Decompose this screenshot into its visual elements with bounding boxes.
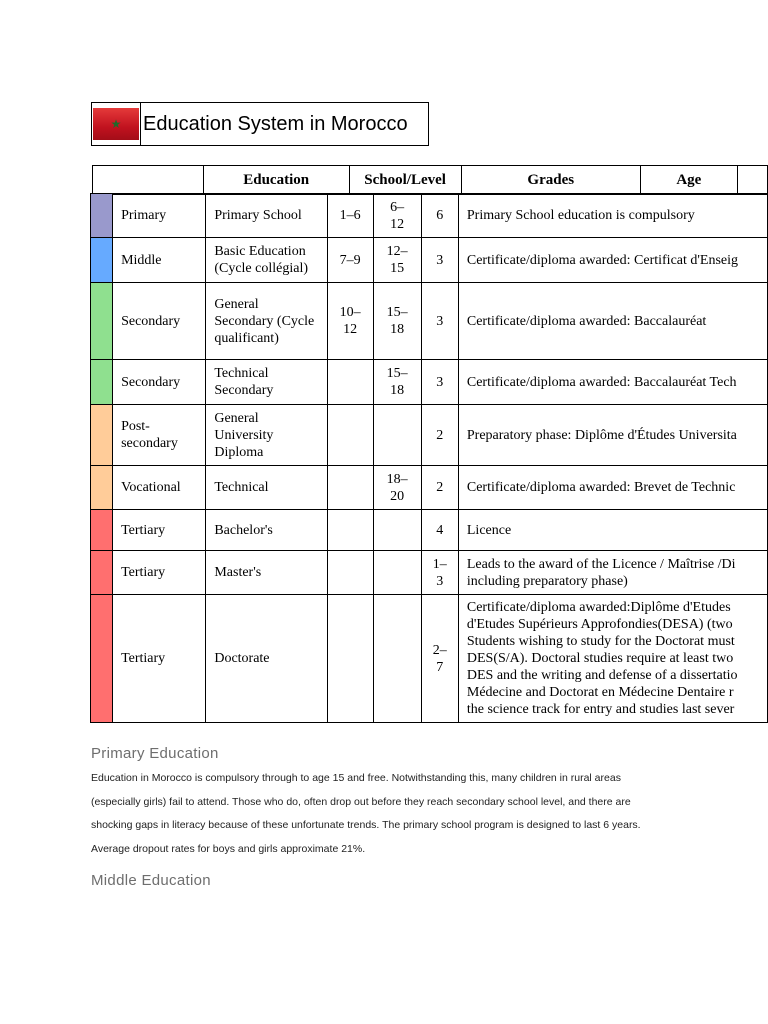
years-cell-line: 7	[436, 659, 444, 675]
notes-cell	[458, 283, 767, 360]
level-cell-line: Tertiary	[121, 651, 166, 666]
notes-cell	[458, 595, 767, 723]
table-row	[91, 510, 768, 551]
notes-cell-line: Licence	[466, 522, 512, 538]
paragraph-line: Education in Morocco is compulsory through to age 15 and free. Notwithstanding this, many children in rural areas	[91, 772, 621, 784]
level-color-swatch	[91, 466, 113, 510]
notes-cell-line: Médecine and Doctorat en Médecine Dentaire r	[466, 685, 734, 700]
age-cell	[373, 466, 421, 510]
notes-cell-line: the science track for entry and studies last sever	[466, 702, 735, 717]
level-cell	[113, 510, 206, 551]
grades-cell-line: 1–6	[339, 208, 361, 223]
notes-cell-line: Certificate/diploma awarded: Baccalauréat Tech	[466, 374, 737, 390]
level-cell-line: Post-secondary	[121, 419, 178, 451]
notes-cell-line: Certificate/diploma awarded: Certificat d'Enseig	[466, 252, 739, 268]
grades-cell	[327, 510, 373, 551]
header-education: Education	[203, 166, 349, 195]
title-box	[91, 102, 429, 146]
years-cell-line: 1–	[432, 556, 447, 572]
age-cell	[373, 595, 421, 723]
grades-cell	[327, 360, 373, 405]
school-cell-line: Master's	[214, 565, 262, 580]
age-cell-line: 15–	[386, 366, 408, 381]
notes-cell-line: d'Etudes Supérieurs Approfondies(DESA) (two	[466, 617, 733, 632]
paragraph-line: shocking gaps in literacy because of these unfortunate trends. The primary school program is designed to last 6 years.	[91, 819, 641, 831]
morocco-flag-icon: ★	[93, 108, 139, 140]
school-cell-line: General University Diploma	[214, 410, 274, 460]
flag-cell	[92, 103, 141, 145]
age-cell-line: 15–	[386, 305, 408, 320]
level-cell-line: Middle	[121, 252, 162, 268]
level-cell	[113, 360, 206, 405]
level-cell-line: Vocational	[121, 480, 181, 495]
table-row	[91, 194, 768, 238]
school-cell-line: Bachelor's	[214, 522, 273, 538]
paragraph-line: (especially girls) fail to attend. Those who do, often drop out before they reach secondary school level, and there are	[91, 795, 631, 808]
age-cell	[373, 194, 421, 238]
school-cell-line: Technical	[214, 480, 269, 495]
level-cell-line: Primary	[121, 208, 167, 223]
paragraph-line: Average dropout rates for boys and girls approximate 21%.	[91, 842, 366, 855]
level-cell	[113, 551, 206, 595]
school-cell	[206, 466, 327, 510]
years-cell	[421, 283, 458, 360]
notes-cell-line: Students wishing to study for the Doctorat must	[466, 634, 735, 649]
age-cell	[373, 510, 421, 551]
level-cell	[113, 238, 206, 283]
school-cell-line: Basic Education (Cycle collégial)	[214, 244, 309, 276]
header-blank	[93, 166, 204, 195]
level-color-swatch	[91, 283, 113, 360]
table-row	[91, 238, 768, 283]
grades-cell	[327, 466, 373, 510]
notes-cell	[458, 405, 767, 466]
level-color-swatch	[91, 360, 113, 405]
table-row	[91, 405, 768, 466]
level-color-swatch	[91, 595, 113, 723]
notes-cell	[458, 238, 767, 283]
header-extra	[737, 166, 767, 195]
level-cell-line: Tertiary	[121, 565, 166, 580]
years-cell	[421, 194, 458, 238]
school-cell	[206, 551, 327, 595]
years-cell-line: 3	[436, 374, 444, 390]
header-age: Age	[640, 166, 737, 195]
level-color-swatch	[91, 510, 113, 551]
grades-cell	[327, 405, 373, 466]
level-cell	[113, 405, 206, 466]
education-table	[90, 193, 768, 723]
level-cell-line: Secondary	[121, 374, 181, 390]
notes-cell	[458, 510, 767, 551]
school-cell-line: Primary School	[214, 208, 302, 223]
school-cell-line: General Secondary (Cycle qualificant)	[214, 296, 315, 346]
notes-cell-line: DES and the writing and defense of a dissertatio	[466, 668, 738, 683]
age-cell-line: 12	[390, 216, 405, 232]
table-row	[91, 360, 768, 405]
age-cell-line: 18	[390, 322, 405, 337]
age-cell-line: 20	[390, 488, 405, 504]
age-cell	[373, 405, 421, 466]
age-cell	[373, 238, 421, 283]
school-cell	[206, 360, 327, 405]
years-cell	[421, 238, 458, 283]
years-cell	[421, 595, 458, 723]
level-cell	[113, 194, 206, 238]
table-row	[91, 595, 768, 723]
grades-cell	[327, 283, 373, 360]
level-color-swatch	[91, 194, 113, 238]
section-title-primary: Primary Education	[91, 745, 219, 762]
school-cell	[206, 238, 327, 283]
age-cell	[373, 551, 421, 595]
notes-cell-line: Certificate/diploma awarded:Diplôme d'Etudes	[466, 600, 731, 615]
grades-cell-line: 10–	[339, 305, 361, 320]
notes-cell-line: DES(S/A). Doctoral studies require at least two	[466, 651, 734, 666]
years-cell	[421, 360, 458, 405]
years-cell-line: 2–	[432, 642, 447, 658]
years-cell-line: 3	[436, 313, 444, 329]
notes-cell-line: including preparatory phase)	[466, 573, 628, 589]
notes-cell-line: Certificate/diploma awarded: Baccalauréat	[466, 313, 707, 329]
grades-cell	[327, 238, 373, 283]
years-cell	[421, 551, 458, 595]
table-row	[91, 466, 768, 510]
years-cell-line: 3	[436, 252, 444, 268]
notes-cell	[458, 194, 767, 238]
grades-cell	[327, 551, 373, 595]
notes-cell-line: Primary School education is compulsory	[466, 208, 695, 223]
age-cell-line: 15	[390, 261, 405, 276]
level-cell-line: Secondary	[121, 313, 181, 329]
level-color-swatch	[91, 238, 113, 283]
notes-cell-line: Certificate/diploma awarded: Brevet de Technic	[466, 480, 736, 495]
level-cell	[113, 595, 206, 723]
age-cell-line: 12–	[386, 244, 408, 259]
section-title-middle: Middle Education	[91, 872, 211, 889]
school-cell	[206, 283, 327, 360]
primary-paragraph	[91, 772, 691, 866]
school-cell	[206, 595, 327, 723]
notes-cell	[458, 551, 767, 595]
grades-cell-line: 7–9	[339, 252, 361, 268]
school-cell	[206, 405, 327, 466]
years-cell-line: 3	[436, 573, 444, 589]
school-cell	[206, 510, 327, 551]
age-cell	[373, 283, 421, 360]
level-color-swatch	[91, 405, 113, 466]
years-cell-line: 2	[436, 427, 444, 443]
years-cell	[421, 466, 458, 510]
notes-cell-line: Leads to the award of the Licence / Maîtrise /Di	[466, 556, 736, 572]
level-color-swatch	[91, 551, 113, 595]
school-cell-line: Technical Secondary	[214, 366, 274, 398]
header-grades: Grades	[461, 166, 640, 195]
age-cell	[373, 360, 421, 405]
age-cell-line: 18–	[386, 471, 408, 487]
notes-cell	[458, 360, 767, 405]
age-cell-line: 6–	[390, 199, 405, 215]
grades-cell-line: 12	[343, 322, 358, 337]
table-header	[92, 165, 768, 195]
level-cell	[113, 283, 206, 360]
years-cell	[421, 510, 458, 551]
grades-cell	[327, 595, 373, 723]
years-cell-line: 6	[436, 208, 444, 223]
years-cell-line: 2	[436, 480, 444, 495]
table-row	[91, 283, 768, 360]
table-row	[91, 551, 768, 595]
notes-cell-line: Preparatory phase: Diplôme d'Études Universita	[466, 427, 737, 443]
school-cell-line: Doctorate	[214, 651, 270, 666]
grades-cell	[327, 194, 373, 238]
notes-cell	[458, 466, 767, 510]
years-cell-line: 4	[436, 522, 444, 538]
age-cell-line: 18	[390, 383, 405, 398]
years-cell	[421, 405, 458, 466]
school-cell	[206, 194, 327, 238]
header-school-level: School/Level	[349, 166, 461, 195]
level-cell	[113, 466, 206, 510]
level-cell-line: Tertiary	[121, 522, 166, 538]
page-title: Education System in Morocco	[143, 112, 408, 135]
